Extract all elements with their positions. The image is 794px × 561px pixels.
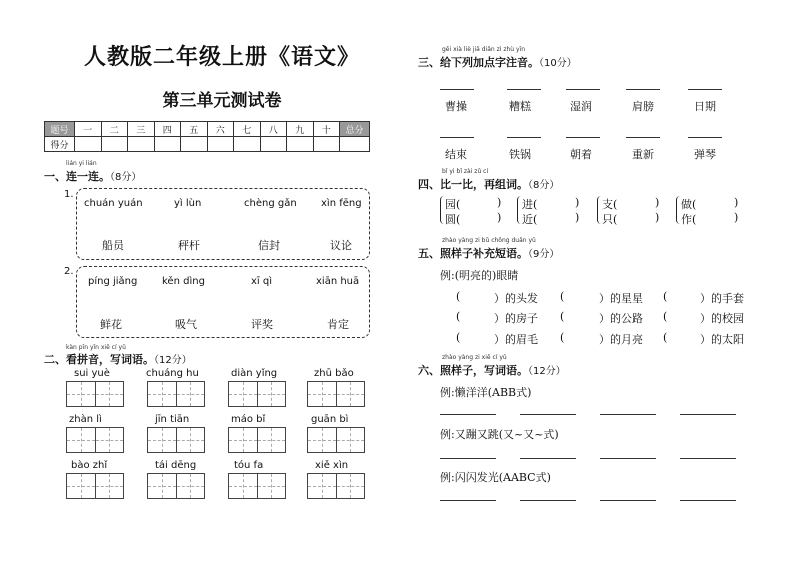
brace-icon [676, 196, 680, 224]
word-item[interactable]: 评奖 [251, 318, 273, 331]
section-points: （8分） [528, 180, 560, 191]
section-heading-text: 三、给下列加点字注音。 [418, 56, 539, 69]
compare-char: 只( [602, 213, 618, 226]
score-cell[interactable] [207, 137, 234, 152]
section-heading [44, 351, 192, 367]
group-number: 2. [64, 266, 74, 277]
score-table-cell: 题号 [45, 122, 75, 137]
paren-open: ( [456, 290, 461, 303]
score-table-header-row [45, 122, 370, 137]
section-points: （8分） [110, 172, 142, 183]
paren-close: ) [575, 211, 580, 224]
score-cell[interactable] [287, 137, 314, 152]
phrase-blank[interactable]: ）的太阳 [700, 333, 744, 346]
phrase-blank[interactable]: ）的校园 [700, 312, 744, 325]
section-points: （12分） [528, 366, 566, 377]
vocab-word: 肩膀 [632, 100, 654, 113]
answer-line[interactable] [440, 89, 474, 90]
answer-line[interactable] [440, 500, 496, 501]
pinyin-prompt: diàn yǐng [231, 368, 278, 379]
pinyin-prompt: sui yuè [74, 368, 110, 379]
vocab-word: 弹琴 [694, 148, 716, 161]
answer-line[interactable] [520, 414, 576, 415]
section-heading-text: 四、比一比，再组词。 [418, 178, 528, 191]
pinyin-prompt: chuáng hu [146, 368, 199, 379]
word-item[interactable]: 信封 [258, 239, 280, 252]
pinyin-item[interactable]: xìn fēng [321, 198, 362, 209]
writing-grid[interactable] [307, 381, 365, 407]
page-title: 人教版二年级上册《语文》 [83, 44, 360, 70]
phrase-blank[interactable]: ）的头发 [494, 292, 538, 305]
compare-char: 作( [681, 213, 697, 226]
score-table-cell: 总分 [340, 122, 370, 137]
section-heading [418, 362, 566, 378]
example-text: 例:懒洋洋(ABB式) [440, 386, 532, 399]
section-pinyin: kàn pīn yīn xiě cí yǔ [66, 344, 126, 351]
word-item[interactable]: 秤杆 [178, 239, 200, 252]
vocab-word: 铁锅 [509, 148, 531, 161]
brace-icon [517, 196, 521, 224]
pinyin-prompt: guān bì [311, 414, 349, 425]
score-cell[interactable] [101, 137, 128, 152]
section-points: （10分） [539, 58, 577, 69]
brace-icon [440, 196, 444, 224]
score-table-cell: 五 [181, 122, 208, 137]
vocab-word: 重新 [632, 148, 654, 161]
answer-line[interactable] [520, 458, 576, 459]
answer-line[interactable] [680, 414, 736, 415]
score-cell[interactable] [75, 137, 102, 152]
score-table-cell: 九 [287, 122, 314, 137]
section-pinyin: gěi xià liè jiā diǎn zì zhù yīn [442, 46, 525, 53]
score-table-score-row [45, 137, 370, 152]
answer-line[interactable] [440, 137, 474, 138]
word-item[interactable]: 肯定 [327, 318, 349, 331]
pinyin-prompt: xiě xìn [315, 460, 349, 471]
score-table-cell: 得分 [45, 137, 75, 152]
section-heading [418, 176, 559, 192]
compare-char: 进( [522, 198, 538, 211]
section-pinyin: zhào yàng zi xiě cí yǔ [442, 354, 507, 361]
brace-icon [597, 196, 601, 224]
answer-line[interactable] [626, 89, 660, 90]
score-table-cell: 六 [207, 122, 234, 137]
paren-open: ( [456, 331, 461, 344]
vocab-word: 糟糕 [509, 100, 531, 113]
pinyin-prompt: zhàn lì [69, 414, 102, 425]
paren-open: ( [663, 331, 668, 344]
writing-grid[interactable] [147, 473, 205, 499]
pinyin-prompt: tóu fa [234, 460, 264, 471]
pinyin-item[interactable]: chèng gǎn [244, 198, 297, 209]
phrase-blank[interactable]: ）的眉毛 [494, 333, 538, 346]
example-text: 例:(明亮的)眼睛 [440, 269, 519, 282]
vocab-word: 结束 [445, 148, 467, 161]
group-number: 1. [64, 189, 74, 200]
section-points: （12分） [154, 355, 192, 366]
answer-line[interactable] [440, 458, 496, 459]
paren-close: ) [497, 211, 502, 224]
phrase-blank[interactable]: ）的月亮 [599, 333, 643, 346]
vocab-word: 日期 [694, 100, 716, 113]
pinyin-item[interactable]: píng jiǎng [88, 276, 138, 287]
score-cell[interactable] [181, 137, 208, 152]
vocab-word: 湿润 [570, 100, 592, 113]
answer-line[interactable] [688, 89, 722, 90]
section-pinyin: bǐ yi bǐ zài zǔ cí [442, 168, 489, 175]
page-subtitle: 第三单元测试卷 [162, 91, 282, 111]
paren-close: ) [655, 211, 660, 224]
section-pinyin: zhào yàng zi bǔ chōng duǎn yǔ [442, 237, 536, 244]
score-cell[interactable] [313, 137, 340, 152]
answer-line[interactable] [688, 137, 722, 138]
word-item[interactable]: 鲜花 [100, 318, 122, 331]
compare-char: 做( [681, 198, 697, 211]
answer-line[interactable] [600, 414, 656, 415]
writing-grid[interactable] [66, 427, 124, 453]
paren-close: ) [497, 196, 502, 209]
score-cell[interactable] [154, 137, 181, 152]
pinyin-prompt: bào zhǐ [71, 460, 108, 471]
pinyin-item[interactable]: yì lùn [174, 198, 202, 209]
answer-line[interactable] [507, 89, 541, 90]
word-item[interactable]: 船员 [102, 239, 124, 252]
answer-line[interactable] [680, 458, 736, 459]
writing-grid[interactable] [228, 427, 286, 453]
paren-open: ( [456, 310, 461, 323]
score-table-cell: 一 [75, 122, 102, 137]
example-text: 例:又蹦又跳(又~又~式) [440, 428, 559, 441]
section-heading [418, 245, 559, 261]
answer-line[interactable] [626, 137, 660, 138]
vocab-word: 朝着 [570, 148, 592, 161]
score-table-cell: 七 [234, 122, 261, 137]
answer-line[interactable] [680, 500, 736, 501]
score-table-cell: 四 [154, 122, 181, 137]
answer-line[interactable] [507, 137, 541, 138]
score-table-cell: 三 [128, 122, 155, 137]
writing-grid[interactable] [147, 427, 205, 453]
word-item[interactable]: 议论 [330, 239, 352, 252]
paren-open: ( [560, 331, 565, 344]
writing-grid[interactable] [228, 473, 286, 499]
score-table-cell: 八 [260, 122, 287, 137]
compare-char: 园( [445, 198, 461, 211]
pinyin-prompt: tái dēng [155, 460, 197, 471]
phrase-blank[interactable]: ）的公路 [599, 312, 643, 325]
pinyin-item[interactable]: xiān huā [316, 276, 360, 287]
paren-open: ( [663, 290, 668, 303]
phrase-blank[interactable]: ）的星星 [599, 292, 643, 305]
pinyin-item[interactable]: chuán yuán [84, 198, 143, 209]
phrase-blank[interactable]: ）的手套 [700, 292, 744, 305]
phrase-blank[interactable]: ）的房子 [494, 312, 538, 325]
pinyin-prompt: zhū bǎo [314, 368, 354, 379]
paren-open: ( [560, 290, 565, 303]
score-cell[interactable] [340, 137, 370, 152]
section-pinyin: lián yi lián [66, 160, 97, 167]
pinyin-item[interactable]: kěn dìng [162, 276, 205, 287]
paren-close: ) [734, 196, 739, 209]
paren-close: ) [575, 196, 580, 209]
answer-line[interactable] [600, 458, 656, 459]
score-cell[interactable] [260, 137, 287, 152]
writing-grid[interactable] [147, 381, 205, 407]
compare-char: 支( [602, 198, 618, 211]
paren-close: ) [734, 211, 739, 224]
paren-open: ( [560, 310, 565, 323]
score-table [44, 121, 370, 152]
answer-line[interactable] [520, 500, 576, 501]
writing-grid[interactable] [66, 473, 124, 499]
answer-line[interactable] [566, 137, 600, 138]
section-points: （9分） [528, 249, 560, 260]
score-cell[interactable] [234, 137, 261, 152]
pinyin-prompt: máo bǐ [231, 414, 266, 425]
answer-line[interactable] [440, 414, 496, 415]
pinyin-prompt: jīn tiān [155, 414, 190, 425]
section-heading-text: 一、连一连。 [44, 170, 110, 183]
section-heading-text: 二、看拼音，写词语。 [44, 353, 154, 366]
word-item[interactable]: 吸气 [175, 318, 197, 331]
compare-char: 圆( [445, 213, 461, 226]
answer-line[interactable] [600, 500, 656, 501]
answer-line[interactable] [566, 89, 600, 90]
writing-grid[interactable] [228, 381, 286, 407]
example-text: 例:闪闪发光(AABC式) [440, 471, 551, 484]
compare-char: 近( [522, 213, 538, 226]
paren-close: ) [655, 196, 660, 209]
score-table-cell: 十 [313, 122, 340, 137]
writing-grid[interactable] [307, 473, 365, 499]
section-heading [44, 168, 141, 184]
writing-grid[interactable] [66, 381, 124, 407]
paren-open: ( [663, 310, 668, 323]
vocab-word: 曹操 [445, 100, 467, 113]
section-heading-text: 五、照样子补充短语。 [418, 247, 528, 260]
pinyin-item[interactable]: xī qì [251, 276, 273, 287]
score-table-cell: 二 [101, 122, 128, 137]
writing-grid[interactable] [307, 427, 365, 453]
score-cell[interactable] [128, 137, 155, 152]
section-heading [418, 54, 577, 70]
section-heading-text: 六、照样子，写词语。 [418, 364, 528, 377]
